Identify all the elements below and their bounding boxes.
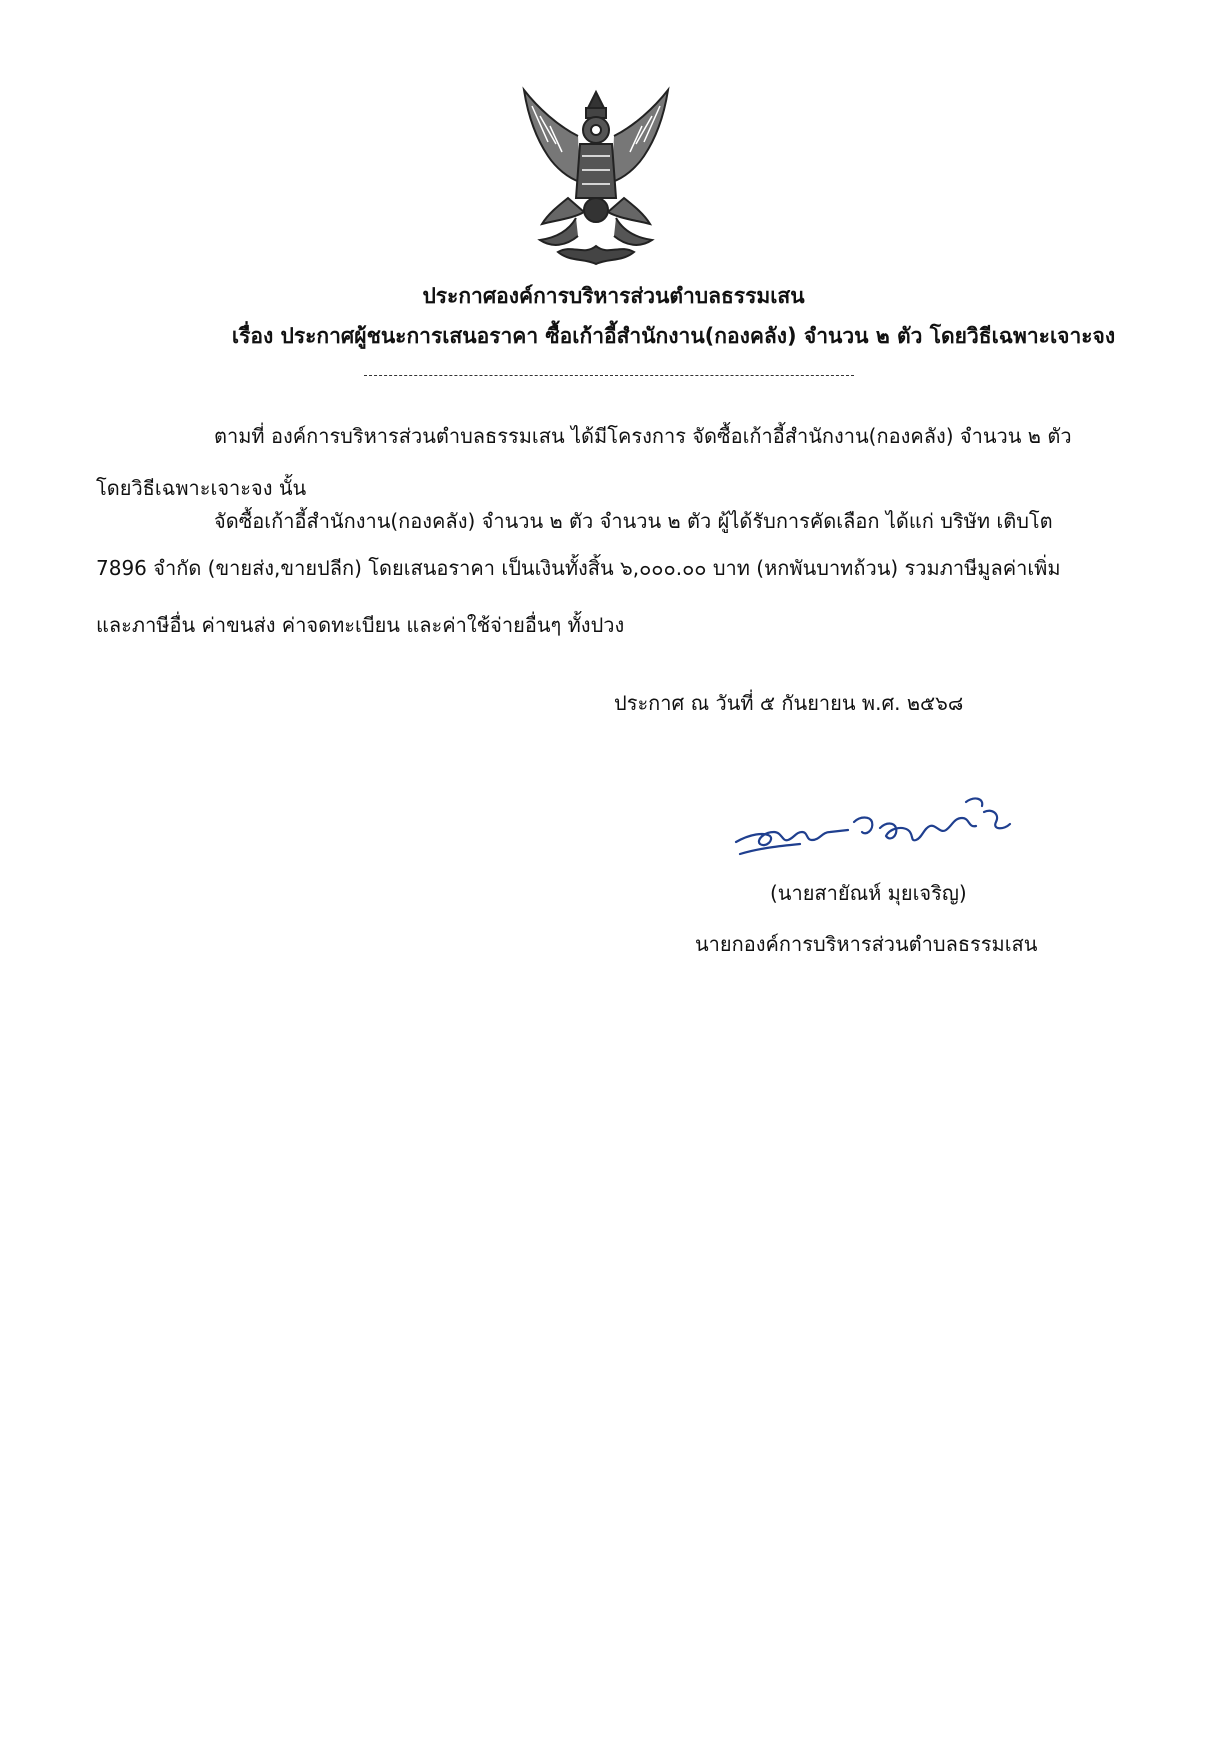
announcement-subject-heading: เรื่อง ประกาศผู้ชนะการเสนอราคา ซื้อเก้าอี้สำนักงาน(กองคลัง) จำนวน ๒ ตัว โดยวิธีเฉพาะเจาะจง xyxy=(231,324,1116,348)
announcement-organization-heading: ประกาศองค์การบริหารส่วนตำบลธรรมเสน xyxy=(422,284,805,308)
body-line: จัดซื้อเก้าอี้สำนักงาน(กองคลัง) จำนวน ๒ ตัว จำนวน ๒ ตัว ผู้ได้รับการคัดเลือก ได้แก่ บริษัท เติบโต xyxy=(214,509,1053,533)
garuda-emblem-icon xyxy=(518,86,674,266)
signer-name: (นายสายัณห์ มุยเจริญ) xyxy=(770,881,967,905)
heading-divider xyxy=(364,375,854,376)
body-line: โดยวิธีเฉพาะเจาะจง นั้น xyxy=(96,476,307,500)
body-line: 7896 จำกัด (ขายส่ง,ขายปลีก) โดยเสนอราคา เป็นเงินทั้งสิ้น ๖,๐๐๐.๐๐ บาท (หกพันบาทถ้วน) รวมภาษีมูลค่าเพิ่ม xyxy=(96,556,1061,580)
body-line: และภาษีอื่น ค่าขนส่ง ค่าจดทะเบียน และค่าใช้จ่ายอื่นๆ ทั้งปวง xyxy=(96,613,625,637)
handwritten-signature-icon xyxy=(730,782,1020,862)
announcement-date: ประกาศ ณ วันที่ ๕ กันยายน พ.ศ. ๒๕๖๘ xyxy=(614,691,964,715)
signer-position: นายกองค์การบริหารส่วนตำบลธรรมเสน xyxy=(695,932,1038,956)
body-line: ตามที่ องค์การบริหารส่วนตำบลธรรมเสน ได้มีโครงการ จัดซื้อเก้าอี้สำนักงาน(กองคลัง) จำนวน ๒ ตัว xyxy=(214,424,1072,448)
